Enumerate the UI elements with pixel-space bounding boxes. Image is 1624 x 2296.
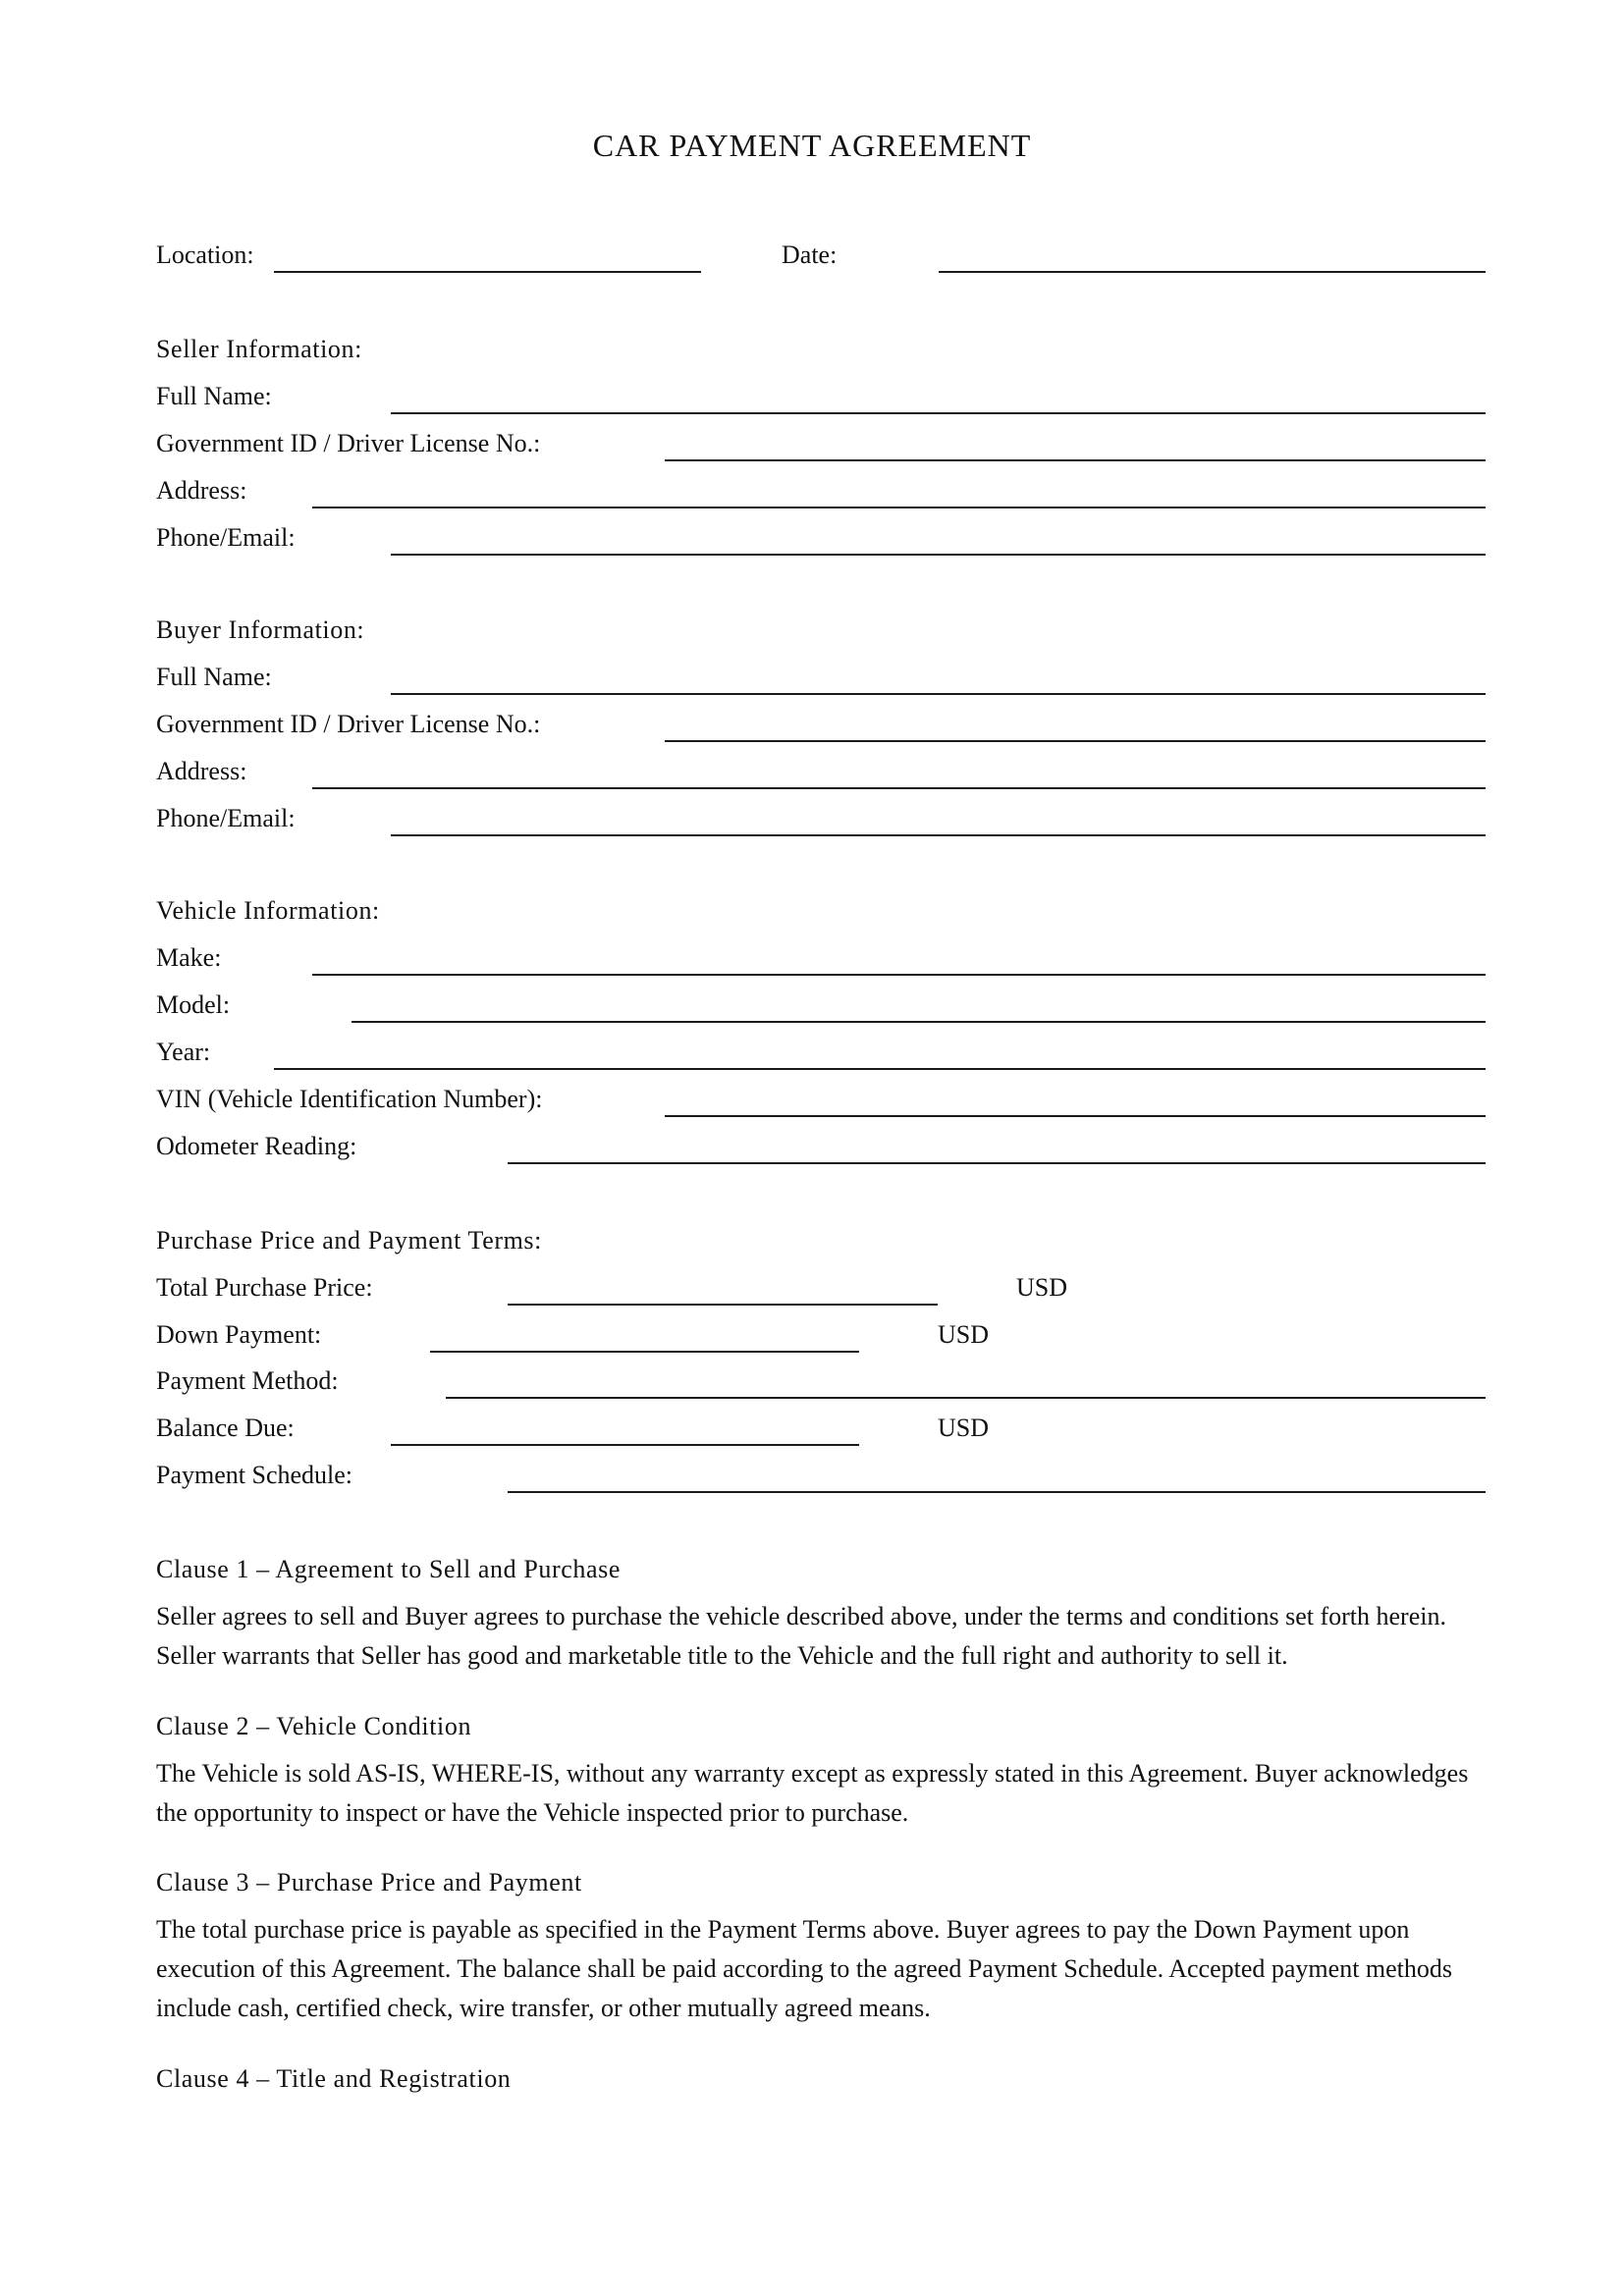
clause-3-body: The total purchase price is payable as specified in the Payment Terms above. Buyer agrees to pay the Down Payment upon execution of this Agreement. The balance shall be paid according to the agreed Payment Schedule. Accepted payment methods include cash, certified check, wire transfer, or other mutually agreed means. <box>156 1915 1453 2022</box>
seller-heading: Seller Information: <box>156 335 362 363</box>
buyer-gov-id-field[interactable] <box>665 740 1486 742</box>
payment-method-field[interactable] <box>446 1397 1486 1399</box>
clause-1-body: Seller agrees to sell and Buyer agrees to purchase the vehicle described above, under the terms and conditions set forth herein. Seller warrants that Seller has good and marketable title to the Vehicle and the full right and authority to sell it. <box>156 1602 1446 1670</box>
buyer-heading: Buyer Information: <box>156 615 365 644</box>
date-label: Date: <box>782 240 838 269</box>
date-field[interactable] <box>939 271 1486 273</box>
balance-due-currency: USD <box>938 1414 990 1442</box>
total-price-label: Total Purchase Price: <box>156 1273 373 1302</box>
payment-schedule-field[interactable] <box>508 1491 1486 1493</box>
clause-1-title: Clause 1 – Agreement to Sell and Purchase <box>156 1555 621 1583</box>
clause-3-title: Clause 3 – Purchase Price and Payment <box>156 1868 582 1896</box>
vehicle-model-label: Model: <box>156 990 231 1019</box>
location-field[interactable] <box>274 271 701 273</box>
down-payment-label: Down Payment: <box>156 1320 322 1349</box>
payment-method-label: Payment Method: <box>156 1366 339 1395</box>
seller-address-field[interactable] <box>312 507 1486 508</box>
vehicle-vin-field[interactable] <box>665 1115 1486 1117</box>
vehicle-odometer-field[interactable] <box>508 1162 1486 1164</box>
document-title: CAR PAYMENT AGREEMENT <box>592 128 1032 163</box>
seller-gov-id-label: Government ID / Driver License No.: <box>156 429 541 457</box>
buyer-address-field[interactable] <box>312 787 1486 789</box>
down-payment-currency: USD <box>938 1320 990 1349</box>
clause-2-body: The Vehicle is sold AS-IS, WHERE-IS, without any warranty except as expressly stated in this Agreement. Buyer acknowledges the opportunity to inspect or have the Vehicle inspected prior to purchase. <box>156 1759 1469 1827</box>
total-price-currency: USD <box>1016 1273 1068 1302</box>
seller-address-label: Address: <box>156 476 247 505</box>
buyer-contact-label: Phone/Email: <box>156 804 296 832</box>
buyer-gov-id-label: Government ID / Driver License No.: <box>156 710 541 738</box>
payment-heading: Purchase Price and Payment Terms: <box>156 1226 542 1255</box>
vehicle-odometer-label: Odometer Reading: <box>156 1132 357 1160</box>
vehicle-heading: Vehicle Information: <box>156 896 380 925</box>
clause-2-title: Clause 2 – Vehicle Condition <box>156 1712 472 1740</box>
total-price-field[interactable] <box>508 1304 938 1306</box>
balance-due-field[interactable] <box>391 1444 859 1446</box>
vehicle-year-field[interactable] <box>274 1068 1486 1070</box>
seller-gov-id-field[interactable] <box>665 459 1486 461</box>
buyer-full-name-field[interactable] <box>391 693 1486 695</box>
vehicle-model-field[interactable] <box>352 1021 1486 1023</box>
vehicle-make-field[interactable] <box>312 974 1486 976</box>
vehicle-year-label: Year: <box>156 1038 211 1066</box>
vehicle-vin-label: VIN (Vehicle Identification Number): <box>156 1085 543 1113</box>
vehicle-make-label: Make: <box>156 943 222 972</box>
seller-full-name-label: Full Name: <box>156 382 272 410</box>
seller-contact-field[interactable] <box>391 554 1486 556</box>
payment-schedule-label: Payment Schedule: <box>156 1461 353 1489</box>
clause-4-title: Clause 4 – Title and Registration <box>156 2064 512 2093</box>
location-label: Location: <box>156 240 254 269</box>
balance-due-label: Balance Due: <box>156 1414 295 1442</box>
buyer-address-label: Address: <box>156 757 247 785</box>
buyer-full-name-label: Full Name: <box>156 663 272 691</box>
buyer-contact-field[interactable] <box>391 834 1486 836</box>
seller-contact-label: Phone/Email: <box>156 523 296 552</box>
down-payment-field[interactable] <box>430 1351 859 1353</box>
seller-full-name-field[interactable] <box>391 412 1486 414</box>
